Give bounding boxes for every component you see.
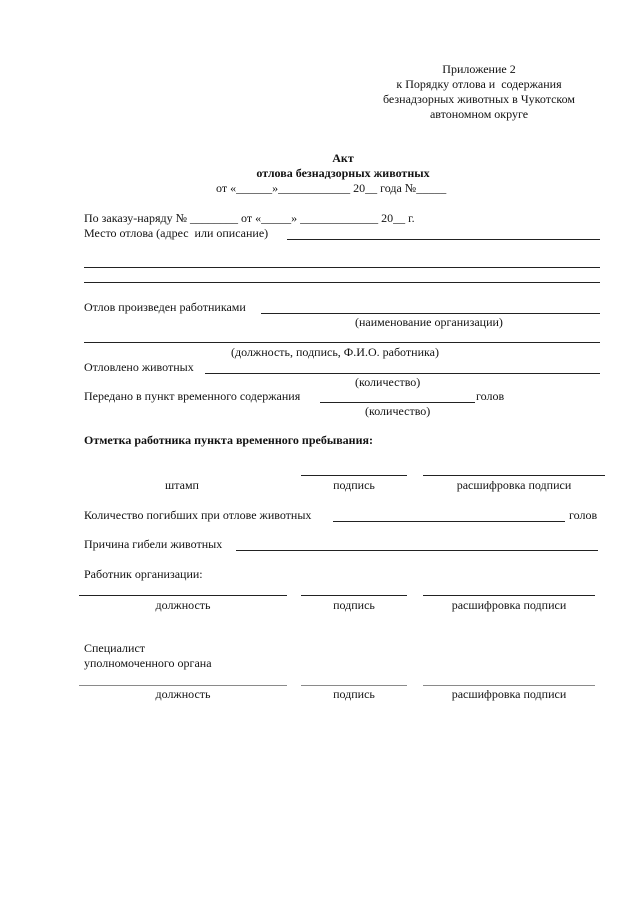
appendix-line-2: к Порядку отлова и содержания [396,77,562,91]
qty-caption-1: (количество) [355,375,421,389]
deaths-label: Количество погибших при отлове животных [84,508,312,522]
appendix-line-4: автономном округе [429,107,529,121]
place-label: Место отлова (адрес или описание) [84,226,269,240]
specialist-signature-line[interactable] [301,685,407,686]
position-caption: (должность, подпись, Ф.И.О. работника) [231,345,439,359]
org-worker-label: Работник организации: [84,567,203,581]
caught-label: Отловлено животных [84,360,194,374]
mark-signature-caption: подпись [333,478,375,492]
org-position-line[interactable] [79,595,287,596]
place-field-line-2[interactable] [84,267,600,268]
specialist-position-line[interactable] [79,685,287,686]
org-signature-line[interactable] [301,595,407,596]
specialist-decoding-caption: расшифровка подписи [451,687,567,701]
stamp-caption: штамп [165,478,199,492]
title-subject: отлова безнадзорных животных [256,166,430,180]
cause-field-line[interactable] [236,550,598,551]
title-date-line: от «______»____________ 20__ года №_____ [216,181,447,195]
mark-decoding-caption: расшифровка подписи [456,478,572,492]
caught-field-line[interactable] [205,373,600,374]
workers-label: Отлов произведен работниками [84,300,246,314]
specialist-line-2: уполномоченного органа [84,656,212,670]
title-act: Акт [332,151,354,165]
cause-label: Причина гибели животных [84,537,223,551]
order-line: По заказу-наряду № ________ от «_____» _____________ 20__ г. [84,211,415,225]
org-position-caption: должность [155,598,211,612]
mark-decoding-line[interactable] [423,475,605,476]
deaths-unit: голов [569,508,598,522]
specialist-signature-caption: подпись [333,687,375,701]
org-decoding-caption: расшифровка подписи [451,598,567,612]
workers-field-line[interactable] [261,313,600,314]
mark-signature-line[interactable] [301,475,407,476]
transferred-field-line[interactable] [320,402,475,403]
transferred-label: Передано в пункт временного содержания [84,389,301,403]
specialist-position-caption: должность [155,687,211,701]
mark-section-heading: Отметка работника пункта временного пребывания: [84,433,373,447]
specialist-decoding-line[interactable] [423,685,595,686]
org-signature-caption: подпись [333,598,375,612]
qty-caption-2: (количество) [365,404,431,418]
place-field-line-1[interactable] [287,239,600,240]
place-field-line-3[interactable] [84,282,600,283]
org-decoding-line[interactable] [423,595,595,596]
heads-label: голов [476,389,505,403]
appendix-line-3: безнадзорных животных в Чукотском [382,92,575,106]
deaths-field-line[interactable] [333,521,565,522]
appendix-line-1: Приложение 2 [442,62,516,76]
org-caption: (наименование организации) [355,315,503,329]
specialist-line-1: Специалист [84,641,146,655]
position-field-line[interactable] [84,342,600,343]
